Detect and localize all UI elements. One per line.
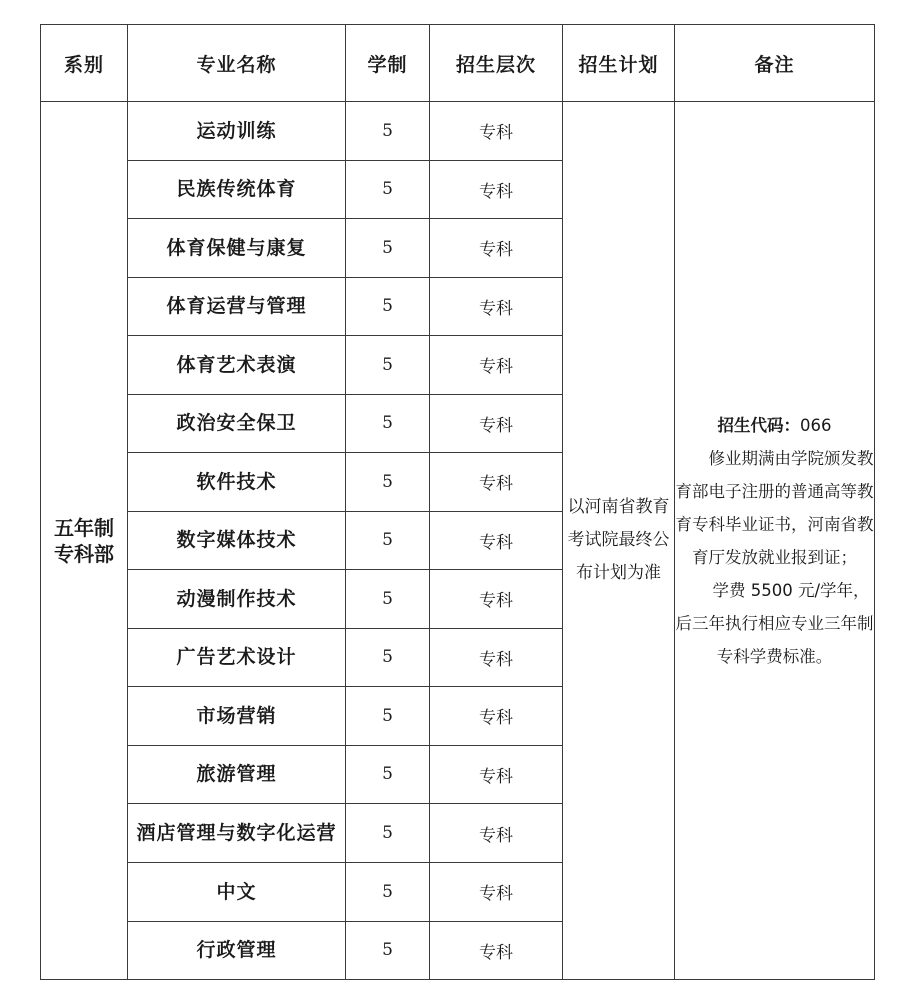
level-cell: 专科 (430, 160, 563, 219)
level-cell: 专科 (430, 336, 563, 395)
major-cell: 运动训练 (128, 102, 346, 161)
level-cell: 专科 (430, 687, 563, 746)
years-cell: 5 (346, 804, 430, 863)
level-cell: 专科 (430, 745, 563, 804)
department-line-2: 专科部 (54, 541, 114, 566)
major-cell: 政治安全保卫 (128, 394, 346, 453)
level-cell: 专科 (430, 570, 563, 629)
years-cell: 5 (346, 570, 430, 629)
years-cell: 5 (346, 219, 430, 278)
years-cell: 5 (346, 453, 430, 512)
level-cell: 专科 (430, 394, 563, 453)
major-cell: 行政管理 (128, 921, 346, 980)
header-major: 专业名称 (128, 25, 346, 102)
certificate-note: 修业期满由学院颁发教育部电子注册的普通高等教育专科毕业证书，河南省教育厅发放就业报到证； (675, 448, 874, 567)
level-cell: 专科 (430, 863, 563, 922)
level-cell: 专科 (430, 511, 563, 570)
level-cell: 专科 (430, 102, 563, 161)
enrollment-table (40, 24, 875, 980)
header-notes: 备注 (675, 25, 875, 102)
years-cell: 5 (346, 336, 430, 395)
department-cell (41, 102, 128, 980)
major-cell: 软件技术 (128, 453, 346, 512)
header-department: 系别 (41, 25, 128, 102)
department-line-1: 五年制 (54, 515, 114, 540)
years-cell: 5 (346, 745, 430, 804)
level-cell: 专科 (430, 453, 563, 512)
header-years: 学制 (346, 25, 430, 102)
years-cell: 5 (346, 511, 430, 570)
level-cell: 专科 (430, 277, 563, 336)
years-cell: 5 (346, 687, 430, 746)
enrollment-code-label: 招生代码： (717, 415, 800, 435)
years-cell: 5 (346, 160, 430, 219)
table-row (41, 102, 875, 161)
header-level: 招生层次 (430, 25, 563, 102)
years-cell: 5 (346, 921, 430, 980)
major-cell: 旅游管理 (128, 745, 346, 804)
level-cell: 专科 (430, 804, 563, 863)
plan-cell: 以河南省教育考试院最终公布计划为准 (563, 102, 675, 980)
enrollment-code-value: 066 (800, 415, 832, 435)
major-cell: 中文 (128, 863, 346, 922)
notes-cell (675, 102, 875, 980)
major-cell: 民族传统体育 (128, 160, 346, 219)
major-cell: 广告艺术设计 (128, 628, 346, 687)
major-cell: 体育艺术表演 (128, 336, 346, 395)
header-plan: 招生计划 (563, 25, 675, 102)
years-cell: 5 (346, 394, 430, 453)
enrollment-code-line (675, 409, 874, 442)
years-cell: 5 (346, 628, 430, 687)
level-cell: 专科 (430, 219, 563, 278)
years-cell: 5 (346, 102, 430, 161)
major-cell: 体育保健与康复 (128, 219, 346, 278)
level-cell: 专科 (430, 921, 563, 980)
tuition-note: 学费 5500 元/学年，后三年执行相应专业三年制专科学费标准。 (675, 580, 874, 666)
major-cell: 市场营销 (128, 687, 346, 746)
level-cell: 专科 (430, 628, 563, 687)
major-cell: 酒店管理与数字化运营 (128, 804, 346, 863)
years-cell: 5 (346, 863, 430, 922)
header-row (41, 25, 875, 102)
major-cell: 数字媒体技术 (128, 511, 346, 570)
major-cell: 体育运营与管理 (128, 277, 346, 336)
years-cell: 5 (346, 277, 430, 336)
major-cell: 动漫制作技术 (128, 570, 346, 629)
